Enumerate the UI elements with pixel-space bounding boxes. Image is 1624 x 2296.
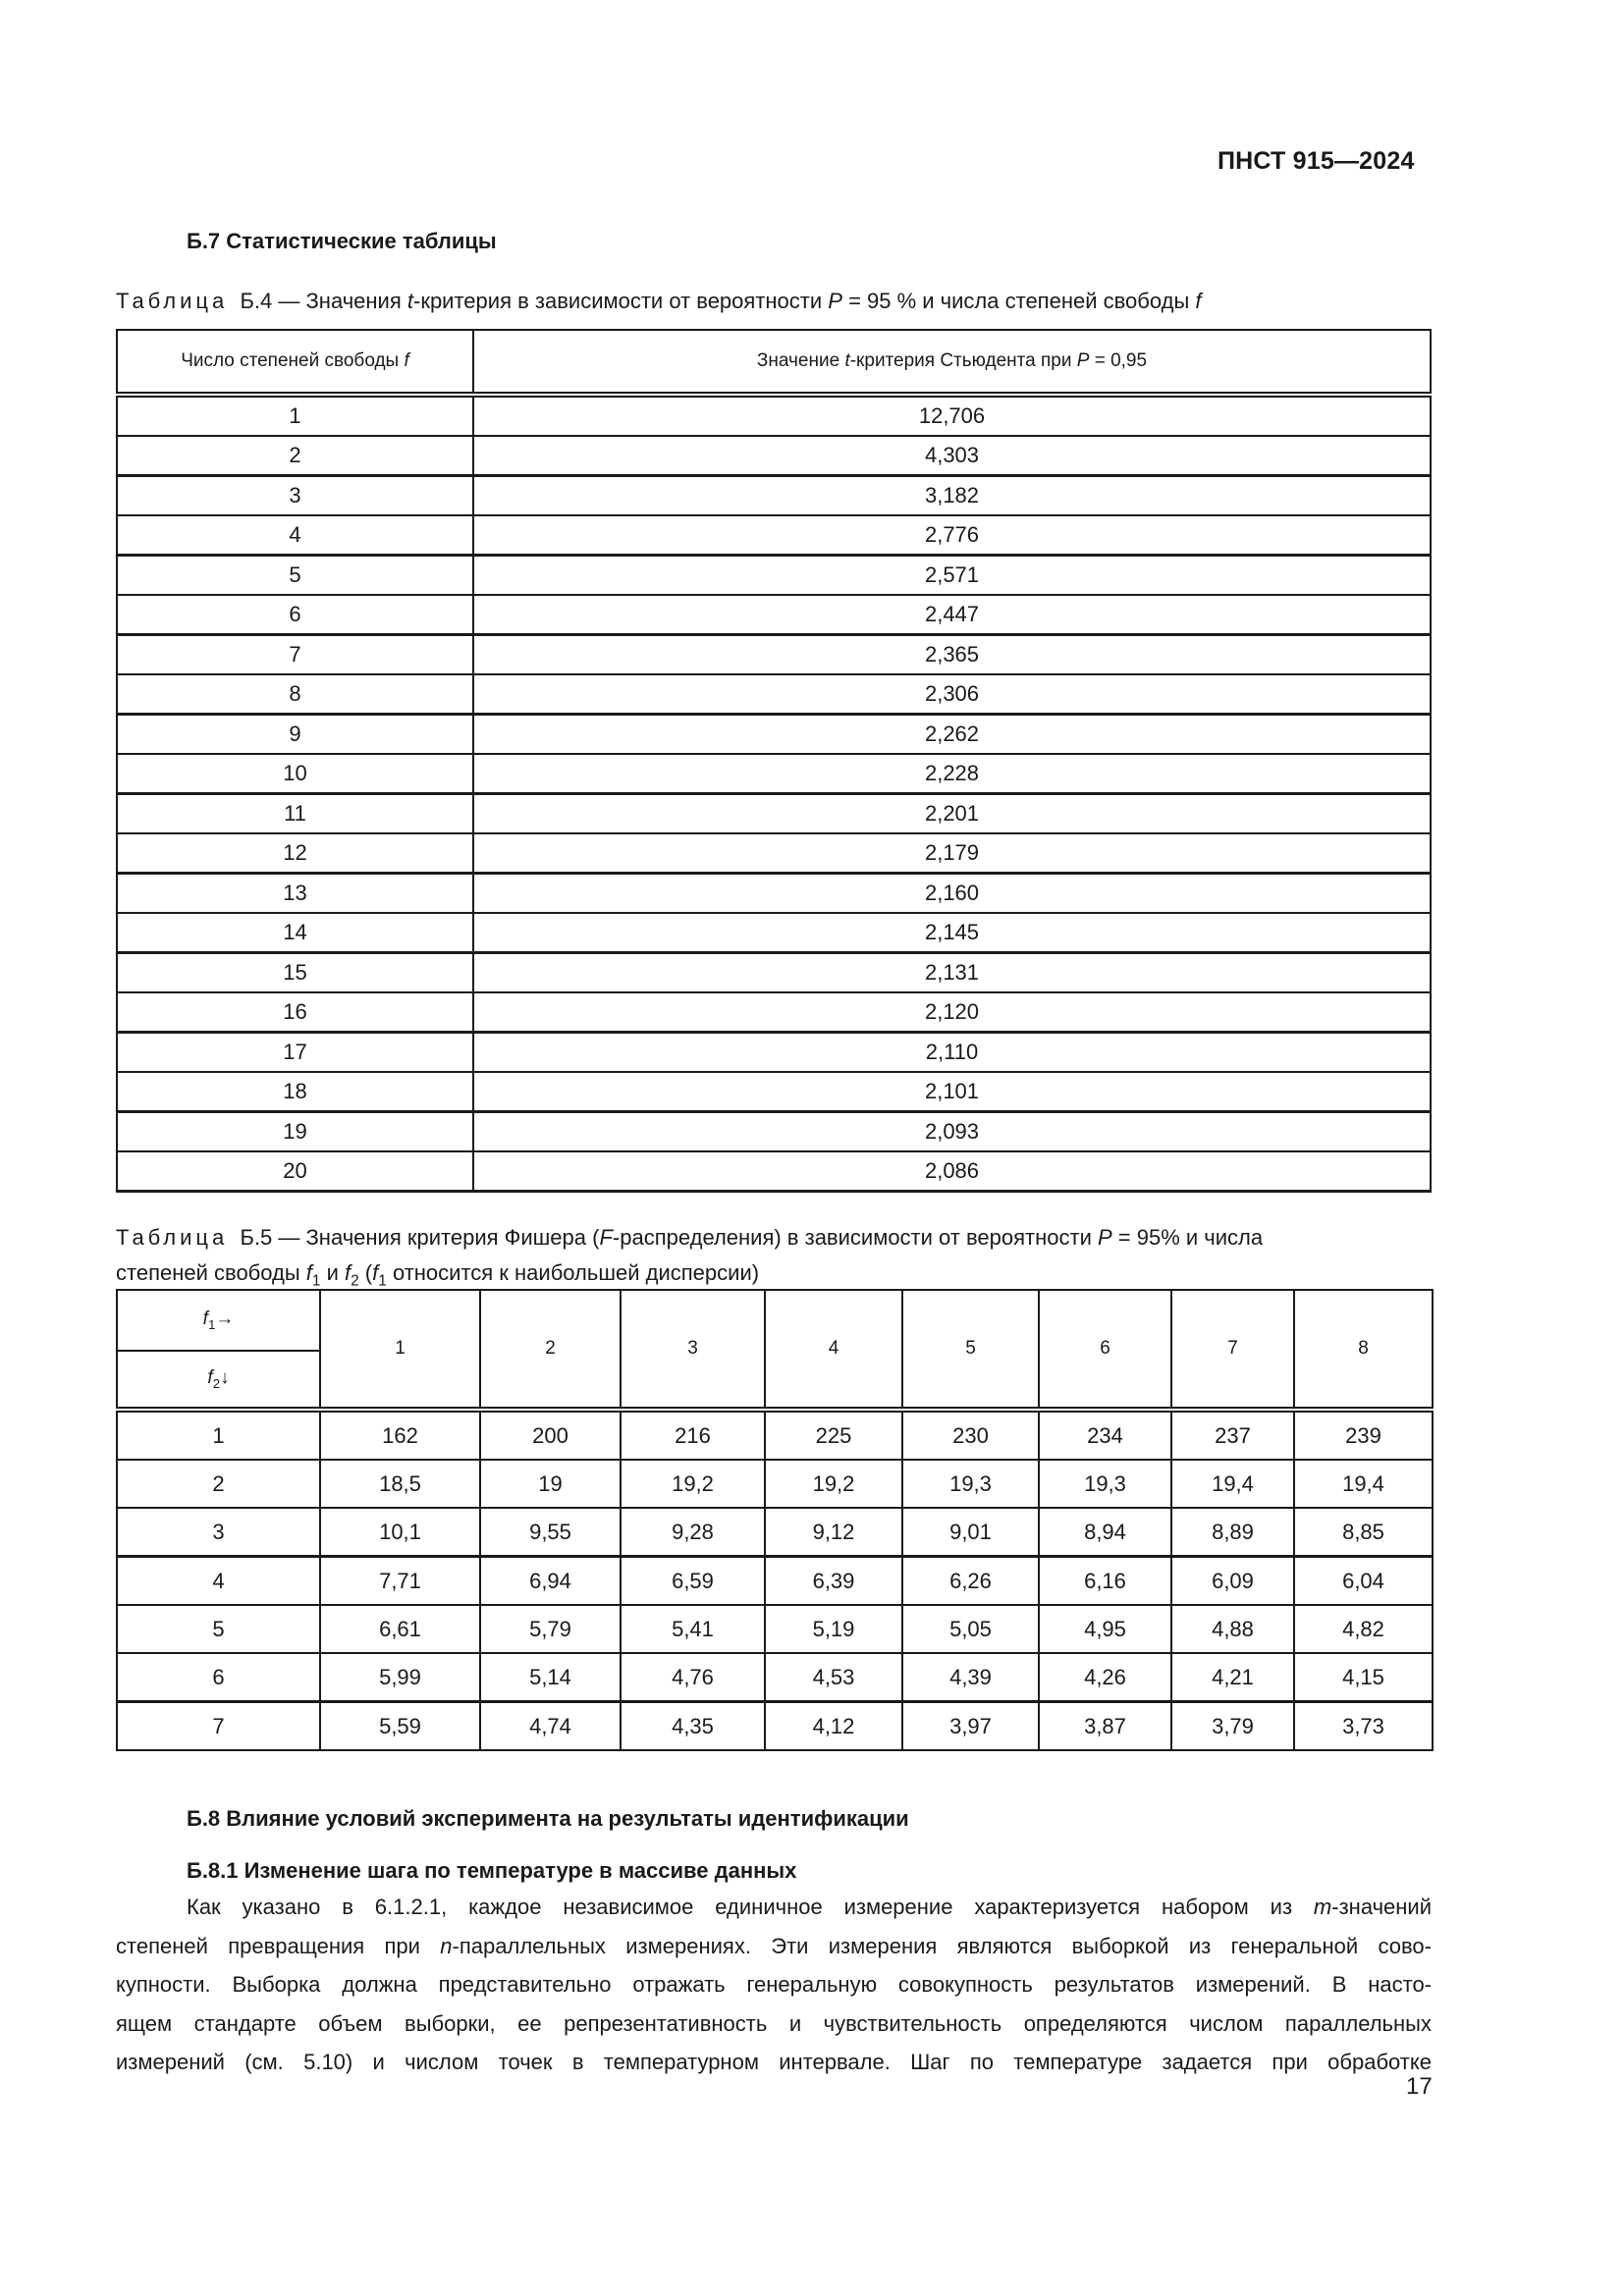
table-row <box>117 953 1431 993</box>
column-header-f1: 2 <box>480 1290 621 1410</box>
corner-header-f2 <box>117 1351 320 1410</box>
cell-degrees-of-freedom: 4 <box>117 515 473 556</box>
cell-f-value: 3,79 <box>1171 1702 1294 1751</box>
cell-t-value: 2,201 <box>473 794 1431 834</box>
cell-t-value: 3,182 <box>473 476 1431 516</box>
caption-var-t: t <box>406 289 413 313</box>
cell-degrees-of-freedom: 10 <box>117 754 473 794</box>
cell-f-value: 162 <box>320 1410 480 1460</box>
cell-degrees-of-freedom: 9 <box>117 715 473 755</box>
cell-f2: 6 <box>117 1653 320 1702</box>
cell-f2: 7 <box>117 1702 320 1751</box>
cell-f-value: 5,79 <box>480 1605 621 1653</box>
table-row <box>117 595 1431 635</box>
cell-t-value: 2,179 <box>473 833 1431 874</box>
cell-t-value: 2,228 <box>473 754 1431 794</box>
header-text: -критерия Стьюдента при <box>849 350 1077 371</box>
caption-var-f1: f <box>305 1260 312 1285</box>
cell-f-value: 234 <box>1039 1410 1171 1460</box>
page-number: 17 <box>1406 2073 1433 2100</box>
cell-f-value: 5,05 <box>902 1605 1039 1653</box>
cell-f2: 1 <box>117 1410 320 1460</box>
cell-f-value: 5,19 <box>765 1605 902 1653</box>
cell-degrees-of-freedom: 2 <box>117 436 473 476</box>
cell-t-value: 2,101 <box>473 1072 1431 1112</box>
subscript: 1 <box>207 1316 216 1332</box>
table-row <box>117 476 1431 516</box>
corner-header-f1 <box>117 1290 320 1351</box>
cell-f-value: 19,2 <box>621 1460 765 1508</box>
cell-t-value: 2,093 <box>473 1112 1431 1152</box>
table-row <box>117 992 1431 1033</box>
var-f: f <box>202 1308 208 1330</box>
cell-f-value: 6,16 <box>1039 1557 1171 1606</box>
caption-var-f2: f <box>345 1260 352 1285</box>
table-row <box>117 1508 1433 1557</box>
text: купности. Выборка должна представительно отражать генеральную совокупность результатов измерений. В насто- <box>116 1972 1432 1997</box>
cell-degrees-of-freedom: 11 <box>117 794 473 834</box>
table-row <box>117 1410 1433 1460</box>
cell-degrees-of-freedom: 17 <box>117 1033 473 1073</box>
cell-f-value: 3,73 <box>1294 1702 1433 1751</box>
cell-f-value: 4,82 <box>1294 1605 1433 1653</box>
table-b5-caption <box>116 1220 1263 1299</box>
table-row <box>117 395 1431 436</box>
cell-t-value: 4,303 <box>473 436 1431 476</box>
cell-f-value: 19,3 <box>1039 1460 1171 1508</box>
cell-f2: 4 <box>117 1557 320 1606</box>
text: Как указано в 6.1.2.1, каждое независимое единичное измерение характеризуется набором из <box>187 1895 1314 1919</box>
cell-t-value: 2,571 <box>473 556 1431 596</box>
cell-f-value: 9,01 <box>902 1508 1039 1557</box>
cell-f-value: 8,85 <box>1294 1508 1433 1557</box>
var: m <box>1313 1895 1332 1919</box>
column-header-t-value <box>473 330 1431 395</box>
caption-text: -критерия в зависимости от вероятности <box>413 289 829 313</box>
cell-f2: 2 <box>117 1460 320 1508</box>
table-row <box>117 913 1431 953</box>
text: ящем стандарте объем выборки, ее репрезентативность и чувствительность определяются числом параллельных <box>116 2010 1432 2036</box>
caption-var-p: P <box>828 289 842 313</box>
text: -значений <box>1331 1895 1432 1919</box>
cell-f-value: 6,04 <box>1294 1557 1433 1606</box>
table-row <box>117 1557 1433 1606</box>
caption-text: -распределения) в зависимости от вероятности <box>612 1225 1098 1250</box>
cell-f-value: 6,59 <box>621 1557 765 1606</box>
cell-f-value: 8,94 <box>1039 1508 1171 1557</box>
cell-f-value: 3,87 <box>1039 1702 1171 1751</box>
table-b5-fisher-f <box>116 1289 1434 1751</box>
cell-t-value: 2,262 <box>473 715 1431 755</box>
cell-t-value: 2,110 <box>473 1033 1431 1073</box>
paragraph-line <box>116 2043 1432 2082</box>
caption-text: = 95% и числа <box>1111 1225 1264 1250</box>
table-row <box>117 436 1431 476</box>
cell-t-value: 2,160 <box>473 874 1431 914</box>
cell-degrees-of-freedom: 16 <box>117 992 473 1033</box>
cell-f-value: 216 <box>621 1410 765 1460</box>
cell-f-value: 9,12 <box>765 1508 902 1557</box>
cell-degrees-of-freedom: 1 <box>117 395 473 436</box>
cell-f-value: 4,95 <box>1039 1605 1171 1653</box>
arrow-right-icon: → <box>215 1308 235 1330</box>
table-row <box>117 635 1431 675</box>
table-b4-caption <box>116 284 1202 319</box>
cell-t-value: 2,145 <box>473 913 1431 953</box>
caption-text: — Значения <box>272 289 407 313</box>
column-header-f1: 5 <box>902 1290 1039 1410</box>
table-row <box>117 1605 1433 1653</box>
table-row <box>117 1702 1433 1751</box>
cell-f-value: 19,4 <box>1171 1460 1294 1508</box>
cell-f-value: 5,14 <box>480 1653 621 1702</box>
table-row <box>117 715 1431 755</box>
text: измерений (см. 5.10) и числом точек в температурном интервале. Шаг по температуре задается при обработке <box>116 2050 1432 2074</box>
table-row <box>117 1151 1431 1192</box>
cell-f-value: 18,5 <box>320 1460 480 1508</box>
column-header-f1: 6 <box>1039 1290 1171 1410</box>
cell-degrees-of-freedom: 8 <box>117 674 473 715</box>
var-f: f <box>207 1367 213 1389</box>
section-b8-heading: Б.8 Влияние условий эксперимента на результаты идентификации <box>187 1806 909 1831</box>
cell-t-value: 2,365 <box>473 635 1431 675</box>
subscript: 1 <box>378 1272 387 1290</box>
cell-t-value: 12,706 <box>473 395 1431 436</box>
caption-prefix: Таблица <box>116 1225 229 1250</box>
cell-degrees-of-freedom: 15 <box>117 953 473 993</box>
cell-f-value: 225 <box>765 1410 902 1460</box>
cell-degrees-of-freedom: 5 <box>117 556 473 596</box>
caption-var-f: f <box>1195 289 1202 313</box>
table-row <box>117 1112 1431 1152</box>
caption-text: — Значения критерия Фишера ( <box>272 1225 600 1250</box>
caption-text: = 95 % и числа степеней свободы <box>841 289 1196 313</box>
cell-f-value: 6,39 <box>765 1557 902 1606</box>
text: -параллельных измерениях. Эти измерения являются выборкой из генеральной сово- <box>452 1933 1432 1958</box>
cell-f-value: 4,21 <box>1171 1653 1294 1702</box>
cell-degrees-of-freedom: 18 <box>117 1072 473 1112</box>
cell-f-value: 4,12 <box>765 1702 902 1751</box>
table-row <box>117 874 1431 914</box>
caption-text: ( <box>358 1260 373 1285</box>
column-header-f1: 3 <box>621 1290 765 1410</box>
cell-f-value: 8,89 <box>1171 1508 1294 1557</box>
caption-number: Б.5 <box>240 1225 273 1250</box>
header-text: = 0,95 <box>1089 350 1148 371</box>
subscript: 1 <box>311 1272 321 1290</box>
cell-t-value: 2,447 <box>473 595 1431 635</box>
cell-degrees-of-freedom: 3 <box>117 476 473 516</box>
caption-number: Б.4 <box>240 289 273 313</box>
cell-f-value: 19 <box>480 1460 621 1508</box>
column-header-degrees-of-freedom <box>117 330 473 395</box>
table-row <box>117 754 1431 794</box>
cell-f-value: 4,39 <box>902 1653 1039 1702</box>
subscript: 2 <box>212 1375 221 1391</box>
cell-f-value: 4,74 <box>480 1702 621 1751</box>
caption-text: степеней свободы <box>116 1260 306 1285</box>
table-row <box>117 833 1431 874</box>
cell-t-value: 2,086 <box>473 1151 1431 1192</box>
cell-f-value: 6,09 <box>1171 1557 1294 1606</box>
document-code: ПНСТ 915—2024 <box>1218 147 1415 175</box>
cell-degrees-of-freedom: 14 <box>117 913 473 953</box>
table-row <box>117 515 1431 556</box>
cell-f-value: 4,76 <box>621 1653 765 1702</box>
caption-var-P: P <box>1097 1225 1112 1250</box>
cell-degrees-of-freedom: 6 <box>117 595 473 635</box>
paragraph-line <box>116 1965 1432 2004</box>
caption-text: относится к наибольшей дисперсии) <box>386 1260 760 1285</box>
cell-f2: 5 <box>117 1605 320 1653</box>
caption-prefix: Таблица <box>116 289 229 313</box>
table-row <box>117 1072 1431 1112</box>
table-row <box>117 1033 1431 1073</box>
cell-degrees-of-freedom: 19 <box>117 1112 473 1152</box>
cell-f2: 3 <box>117 1508 320 1557</box>
arrow-down-icon: ↓ <box>220 1367 230 1389</box>
cell-f-value: 9,55 <box>480 1508 621 1557</box>
subscript: 2 <box>351 1272 359 1290</box>
cell-f-value: 7,71 <box>320 1557 480 1606</box>
table-row <box>117 674 1431 715</box>
cell-degrees-of-freedom: 20 <box>117 1151 473 1192</box>
cell-f-value: 4,15 <box>1294 1653 1433 1702</box>
header-text: Число степеней свободы <box>181 350 405 371</box>
cell-f-value: 5,99 <box>320 1653 480 1702</box>
paragraph-line <box>116 1927 1432 1966</box>
header-var-p: P <box>1076 350 1090 371</box>
cell-f-value: 237 <box>1171 1410 1294 1460</box>
cell-f-value: 4,35 <box>621 1702 765 1751</box>
section-b7-heading: Б.7 Статистические таблицы <box>187 229 497 253</box>
cell-f-value: 3,97 <box>902 1702 1039 1751</box>
cell-f-value: 230 <box>902 1410 1039 1460</box>
cell-t-value: 2,306 <box>473 674 1431 715</box>
paragraph-line <box>116 1888 1432 1927</box>
header-var-t: t <box>844 350 850 371</box>
cell-f-value: 19,2 <box>765 1460 902 1508</box>
header-text: Значение <box>756 350 845 371</box>
cell-f-value: 9,28 <box>621 1508 765 1557</box>
cell-degrees-of-freedom: 13 <box>117 874 473 914</box>
table-row <box>117 556 1431 596</box>
caption-var-F: F <box>599 1225 613 1250</box>
cell-f-value: 10,1 <box>320 1508 480 1557</box>
cell-f-value: 19,4 <box>1294 1460 1433 1508</box>
table-row <box>117 1653 1433 1702</box>
caption-var-f1: f <box>372 1260 379 1285</box>
column-header-f1: 8 <box>1294 1290 1433 1410</box>
text: степеней превращения при <box>116 1933 441 1958</box>
table-row <box>117 794 1431 834</box>
column-header-f1: 4 <box>765 1290 902 1410</box>
caption-line-1 <box>116 1220 1263 1255</box>
cell-f-value: 5,59 <box>320 1702 480 1751</box>
cell-degrees-of-freedom: 7 <box>117 635 473 675</box>
header-var-f: f <box>404 350 409 371</box>
cell-t-value: 2,776 <box>473 515 1431 556</box>
table-row <box>117 1460 1433 1508</box>
column-header-f1: 1 <box>320 1290 480 1410</box>
var: n <box>440 1933 453 1958</box>
cell-t-value: 2,131 <box>473 953 1431 993</box>
cell-f-value: 4,26 <box>1039 1653 1171 1702</box>
cell-f-value: 239 <box>1294 1410 1433 1460</box>
cell-f-value: 19,3 <box>902 1460 1039 1508</box>
cell-f-value: 6,61 <box>320 1605 480 1653</box>
cell-f-value: 4,88 <box>1171 1605 1294 1653</box>
section-b81-paragraph <box>116 1888 1432 2082</box>
column-header-f1: 7 <box>1171 1290 1294 1410</box>
cell-f-value: 4,53 <box>765 1653 902 1702</box>
paragraph-line <box>116 2004 1432 2044</box>
cell-f-value: 5,41 <box>621 1605 765 1653</box>
cell-f-value: 6,26 <box>902 1557 1039 1606</box>
table-b4-student-t <box>116 329 1432 1193</box>
cell-t-value: 2,120 <box>473 992 1431 1033</box>
caption-text: и <box>320 1260 345 1285</box>
section-b81-heading: Б.8.1 Изменение шага по температуре в массиве данных <box>187 1858 797 1883</box>
cell-f-value: 6,94 <box>480 1557 621 1606</box>
cell-f-value: 200 <box>480 1410 621 1460</box>
cell-degrees-of-freedom: 12 <box>117 833 473 874</box>
